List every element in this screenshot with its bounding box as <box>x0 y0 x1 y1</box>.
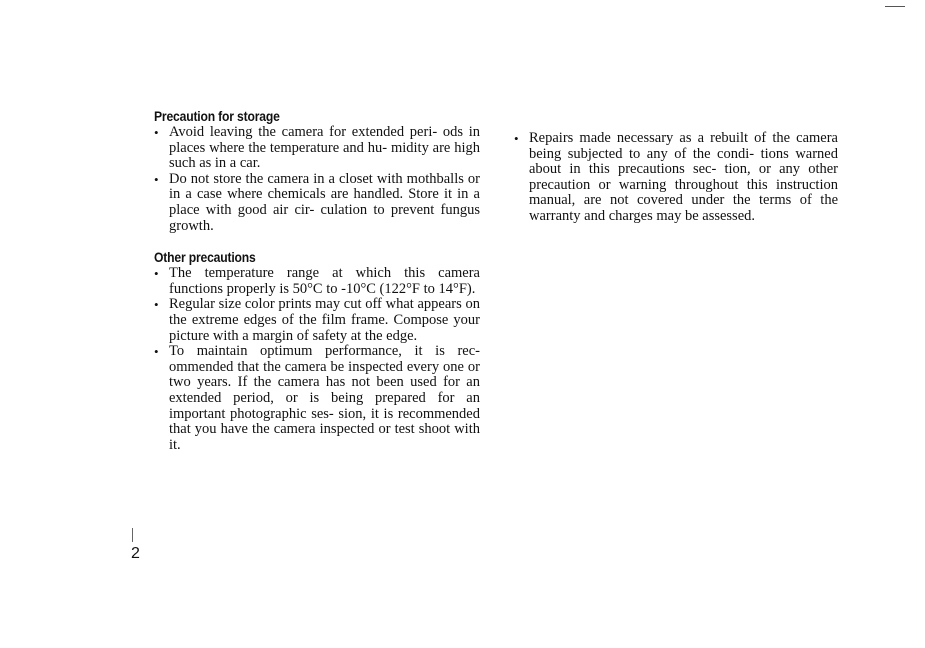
margin-tick <box>132 528 133 542</box>
list-item: • Do not store the camera in a closet with mothballs or in a case where chemicals are handled. Store it in a place with good air cir- culation to prevent fungus growth. <box>154 172 480 234</box>
list-item: • Repairs made necessary as a rebuilt of the camera being subjected to any of the condi- tions warned about in this precautions sec- tion, or any other precaution or warning throughout this instruction manual, are not covered under the terms of the warranty and charges may be assessed. <box>514 131 838 225</box>
list-item: • Regular size color prints may cut off what appears on the extreme edges of the film frame. Compose your picture with a margin of safety at the edge. <box>154 297 480 344</box>
storage-list <box>154 125 480 234</box>
left-column <box>154 109 480 453</box>
section-heading-other: Other precautions <box>154 250 256 266</box>
corner-mark <box>885 6 905 7</box>
section-heading-storage: Precaution for storage <box>154 109 280 124</box>
right-column <box>514 131 838 225</box>
list-item: • Avoid leaving the camera for extended peri- ods in places where the temperature and hu- midity are high such as in a car. <box>154 125 480 172</box>
other-precautions-list <box>154 266 480 453</box>
list-item: • To maintain optimum performance, it is rec- ommended that the camera be inspected every one or two years. If the camera has not been used for an extended period, or is being prepared for an important photographic ses- sion, it is recommended that you have the camera inspected or test shoot with it. <box>154 344 480 453</box>
repairs-list <box>514 131 838 225</box>
list-item: • The temperature range at which this camera functions properly is 50°C to -10°C (122°F to 14°F). <box>154 266 480 297</box>
page-number: 2 <box>131 545 140 562</box>
